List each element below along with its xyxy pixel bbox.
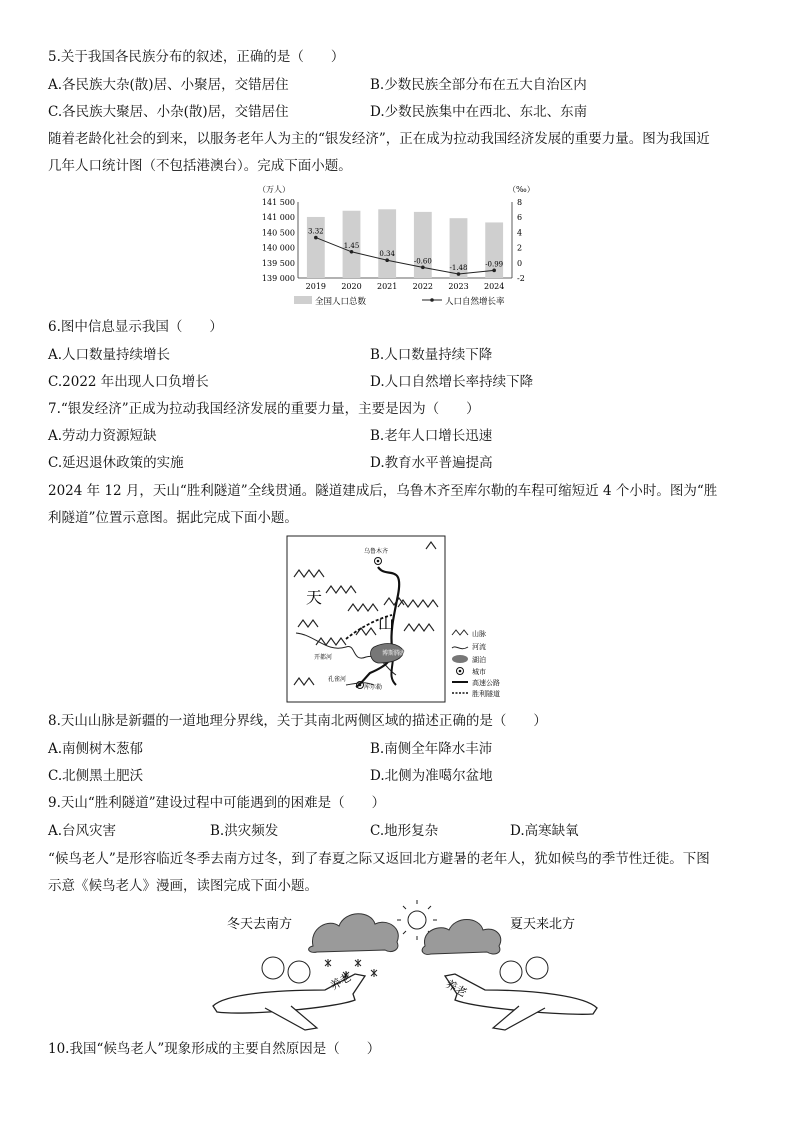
- left-tick-label: 139 000: [261, 274, 295, 283]
- right-tick-label: 2: [517, 243, 523, 253]
- right-tick-label: -2: [517, 274, 525, 283]
- x-tick-label: 2020: [341, 282, 362, 291]
- intro3-line2: 示意《候鸟老人》漫画，读图完成下面小题。: [48, 878, 318, 894]
- left-tick-label: 141 000: [261, 213, 295, 223]
- q6-option-c: C.2022 年出现人口负增长: [48, 374, 209, 390]
- left-tick-label: 141 500: [261, 198, 295, 207]
- svg-text:天: 天: [306, 588, 323, 607]
- q9-option-b: B.洪灾频发: [210, 823, 279, 839]
- q7-option-b: B.老年人口增长迅速: [370, 428, 493, 444]
- q7-option-c: C.延迟退休政策的实施: [48, 455, 184, 471]
- sun-cloud-icon: [397, 900, 501, 954]
- svg-text:乌鲁木齐: 乌鲁木齐: [364, 548, 389, 555]
- x-tick-label: 2024: [483, 282, 505, 291]
- growth-rate-point: [314, 236, 318, 240]
- svg-text:冬天去南方: 冬天去南方: [227, 917, 293, 932]
- left-airplane: [213, 957, 365, 1030]
- q6-option-a: A.人口数量持续增长: [48, 347, 171, 363]
- svg-text:山脉: 山脉: [472, 630, 486, 638]
- q6-stem: 6.图中信息显示我国（ ）: [48, 319, 223, 335]
- growth-rate-label: 1.45: [343, 241, 360, 250]
- q7-option-a: A.劳动力资源短缺: [48, 428, 157, 444]
- q9-stem: 9.天山“胜利隧道”建设过程中可能遇到的困难是（ ）: [48, 795, 386, 811]
- svg-text:博斯腾湖: 博斯腾湖: [382, 650, 407, 657]
- svg-text:胜利隧道: 胜利隧道: [472, 690, 500, 698]
- population-bar: [307, 217, 325, 278]
- right-tick-label: 6: [517, 213, 523, 223]
- q6-option-b: B.人口数量持续下降: [370, 347, 493, 363]
- growth-rate-label: 0.34: [379, 250, 395, 259]
- snow-cloud-icon: [309, 914, 399, 979]
- growth-rate-label: -0.60: [413, 257, 432, 266]
- legend-bar-swatch: [294, 296, 312, 304]
- right-axis-label: （‰）: [508, 185, 535, 194]
- svg-text:山: 山: [378, 614, 395, 633]
- svg-text:河流: 河流: [472, 643, 486, 651]
- intro1-line1: 随着老龄化社会的到来，以服务老年人为主的“银发经济”，正在成为拉动我国经济发展的重要力量。图为我国近: [48, 131, 710, 147]
- q8-option-b: B.南侧全年降水丰沛: [370, 741, 493, 757]
- tunnel-location-map: [286, 535, 516, 705]
- q5-option-a: A.各民族大杂(散)居、小聚居，交错居住: [48, 77, 289, 93]
- svg-text:城市: 城市: [472, 668, 486, 676]
- growth-rate-point: [350, 250, 354, 254]
- growth-rate-label: -1.48: [449, 264, 468, 273]
- intro3-line1: “候鸟老人”是形容临近冬季去南方过冬，到了春夏之际又返回北方避暑的老年人，犹如候鸟的季节性迁徙。下图: [48, 851, 710, 867]
- intro2-line1: 2024 年 12 月，天山“胜利隧道”全线贯通。隧道建成后，乌鲁木齐至库尔勒的车程可缩短近 4 个小时。图为“胜: [48, 483, 718, 499]
- q8-option-a: A.南侧树木葱郁: [48, 741, 144, 757]
- q8-stem: 8.天山山脉是新疆的一道地理分界线，关于其南北两侧区域的描述正确的是（ ）: [48, 713, 547, 729]
- left-tick-label: 140 000: [261, 243, 295, 253]
- q5-option-d: D.少数民族集中在西北、东北、东南: [370, 104, 588, 120]
- svg-text:养老: 养老: [328, 970, 354, 993]
- svg-text:湖泊: 湖泊: [472, 656, 486, 664]
- q7-option-d: D.教育水平普遍提高: [370, 455, 493, 471]
- q8-option-c: C.北侧黑土肥沃: [48, 768, 144, 784]
- svg-text:库尔勒: 库尔勒: [364, 684, 383, 691]
- svg-text:养老: 养老: [443, 977, 470, 1000]
- x-tick-label: 2022: [412, 282, 434, 291]
- legend-line-label: 人口自然增长率: [445, 297, 505, 307]
- growth-rate-point: [492, 269, 496, 273]
- q7-stem: 7.“银发经济”正成为拉动我国经济发展的重要力量，主要是因为（ ）: [48, 401, 480, 417]
- growth-rate-label: 3.32: [308, 227, 324, 236]
- right-airplane: [444, 957, 598, 1030]
- q9-option-c: C.地形复杂: [370, 823, 439, 839]
- population-bar: [378, 209, 396, 278]
- svg-text:孔雀河: 孔雀河: [328, 676, 347, 683]
- left-axis-label: （万人）: [258, 185, 290, 194]
- q9-option-d: D.高寒缺氧: [510, 823, 579, 839]
- x-tick-label: 2021: [376, 282, 398, 291]
- left-tick-label: 140 500: [261, 228, 295, 238]
- q5-option-b: B.少数民族全部分布在五大自治区内: [370, 77, 587, 93]
- intro1-line2: 几年人口统计图（不包括港澳台）。完成下面小题。: [48, 158, 352, 174]
- x-tick-label: 2023: [448, 282, 469, 291]
- right-tick-label: 0: [517, 258, 523, 268]
- svg-text:夏天来北方: 夏天来北方: [510, 917, 576, 932]
- population-chart: [250, 180, 550, 310]
- q8-option-d: D.北侧为准噶尔盆地: [370, 768, 493, 784]
- x-tick-label: 2019: [305, 282, 327, 291]
- svg-text:高速公路: 高速公路: [472, 679, 500, 687]
- right-tick-label: 4: [517, 228, 523, 238]
- intro2-line2: 利隧道”位置示意图。据此完成下面小题。: [48, 510, 298, 526]
- svg-text:开都河: 开都河: [314, 654, 333, 661]
- right-tick-label: 8: [517, 198, 523, 207]
- migratory-elders-cartoon: [205, 898, 605, 1036]
- legend-bar-label: 全国人口总数: [315, 297, 367, 307]
- map-legend: [452, 629, 500, 698]
- q5-option-c: C.各民族大聚居、小杂(散)居，交错居住: [48, 104, 289, 120]
- growth-rate-point: [385, 258, 389, 262]
- growth-rate-point: [421, 266, 425, 270]
- q9-option-a: A.台风灾害: [48, 823, 117, 839]
- q10-stem: 10.我国“候鸟老人”现象形成的主要自然原因是（ ）: [48, 1041, 381, 1057]
- q6-option-d: D.人口自然增长率持续下降: [370, 374, 534, 390]
- q5-stem: 5.关于我国各民族分布的叙述，正确的是（ ）: [48, 49, 345, 65]
- left-tick-label: 139 500: [261, 258, 295, 268]
- growth-rate-point: [457, 272, 461, 276]
- growth-rate-label: -0.99: [485, 260, 504, 269]
- legend-line-marker: [430, 298, 434, 302]
